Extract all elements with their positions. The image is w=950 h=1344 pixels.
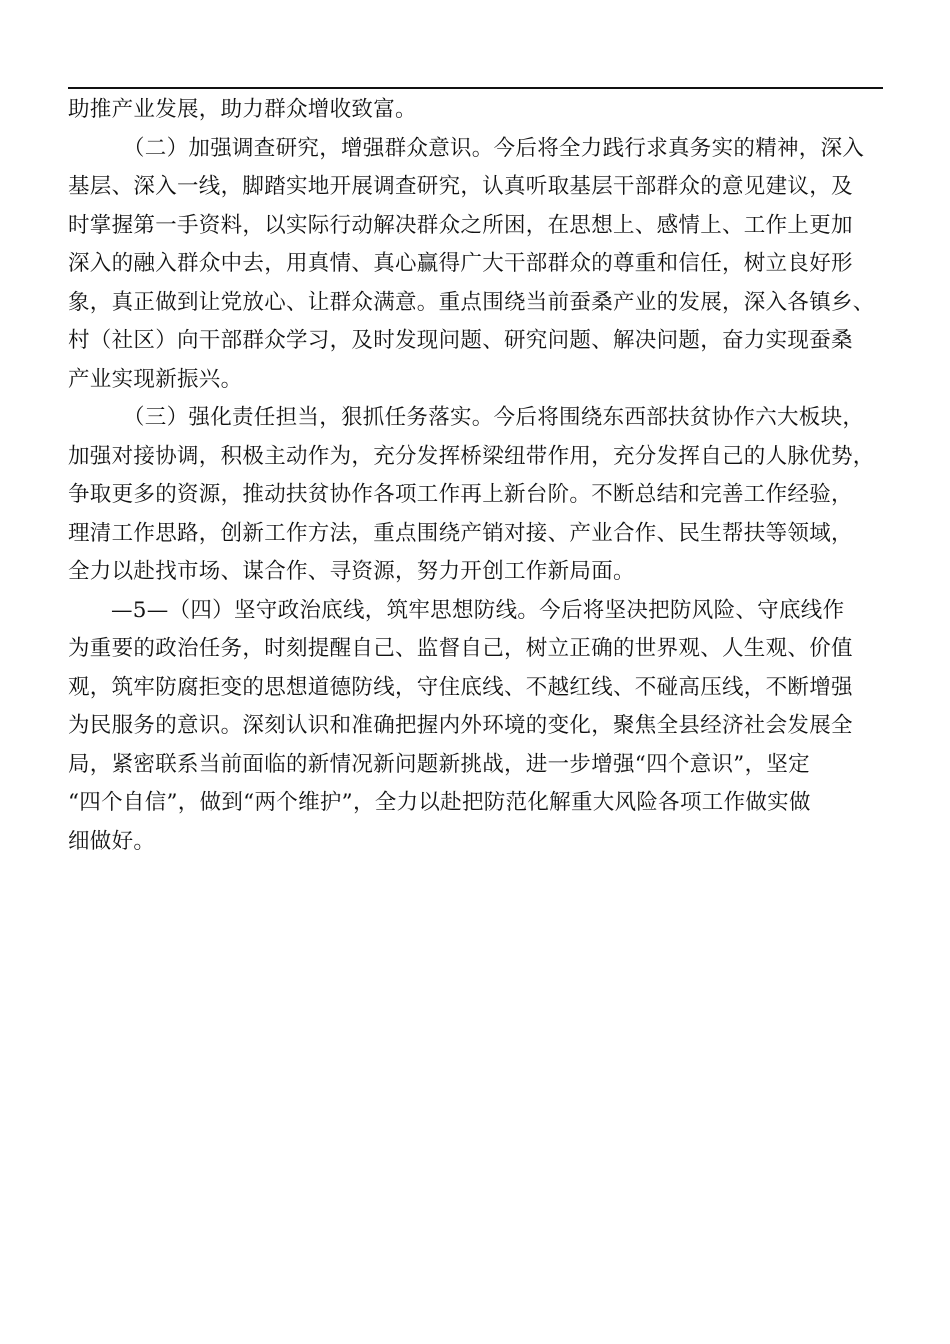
paragraph-line: 全力以赴找市场、谋合作、寻资源，努力开创工作新局面。 (68, 559, 635, 584)
paragraph-line: 村（社区）向干部群众学习，及时发现问题、研究问题、解决问题，奋力实现蚕桑 (68, 328, 853, 353)
paragraph-line: 为民服务的意识。深刻认识和准确把握内外环境的变化，聚焦全县经济社会发展全 (68, 713, 853, 738)
paragraph-line: 局，紧密联系当前面临的新情况新问题新挑战，进一步增强“四个意识”，坚定 (68, 751, 810, 777)
paragraph-line: 基层、深入一线，脚踏实地开展调查研究，认真听取基层干部群众的意见建议，及 (68, 174, 853, 199)
paragraph-line: 观，筑牢防腐拒变的思想道德防线，守住底线、不越红线、不碰高压线，不断增强 (68, 674, 853, 700)
document-body (68, 91, 883, 861)
header-rule (68, 87, 883, 89)
paragraph-line: （三）强化责任担当，狠抓任务落实。今后将围绕东西部扶贫协作六大板块， (123, 405, 865, 430)
paragraph-line: —5—（四）坚守政治底线，筑牢思想防线。今后将坚决把防风险、守底线作 (111, 597, 845, 623)
paragraph-line: 加强对接协调，积极主动作为，充分发挥桥梁纽带作用，充分发挥自己的人脉优势， (68, 443, 875, 469)
paragraph-line: 深入的融入群众中去，用真情、真心赢得广大干部群众的尊重和信任，树立良好形 (68, 251, 853, 276)
paragraph-line: 理清工作思路，创新工作方法，重点围绕产销对接、产业合作、民生帮扶等领域， (68, 520, 853, 546)
paragraph-line: “四个自信”，做到“两个维护”，全力以赴把防范化解重大风险各项工作做实做 (68, 790, 811, 815)
paragraph-line: 助推产业发展，助力群众增收致富。 (68, 97, 417, 122)
paragraph-line: 为重要的政治任务，时刻提醒自己、监督自己，树立正确的世界观、人生观、价值 (68, 636, 853, 661)
paragraph-line: 产业实现新振兴。 (68, 366, 243, 392)
paragraph-line: 时掌握第一手资料，以实际行动解决群众之所困，在思想上、感情上、工作上更加 (68, 212, 853, 238)
paragraph-line: 细做好。 (68, 828, 156, 854)
paragraph-line: 争取更多的资源，推动扶贫协作各项工作再上新台阶。不断总结和完善工作经验， (68, 482, 853, 507)
paragraph-line: （二）加强调查研究，增强群众意识。今后将全力践行求真务实的精神，深入 (123, 135, 865, 161)
paragraph-line: 象，真正做到让党放心、让群众满意。重点围绕当前蚕桑产业的发展，深入各镇乡、 (68, 289, 875, 315)
